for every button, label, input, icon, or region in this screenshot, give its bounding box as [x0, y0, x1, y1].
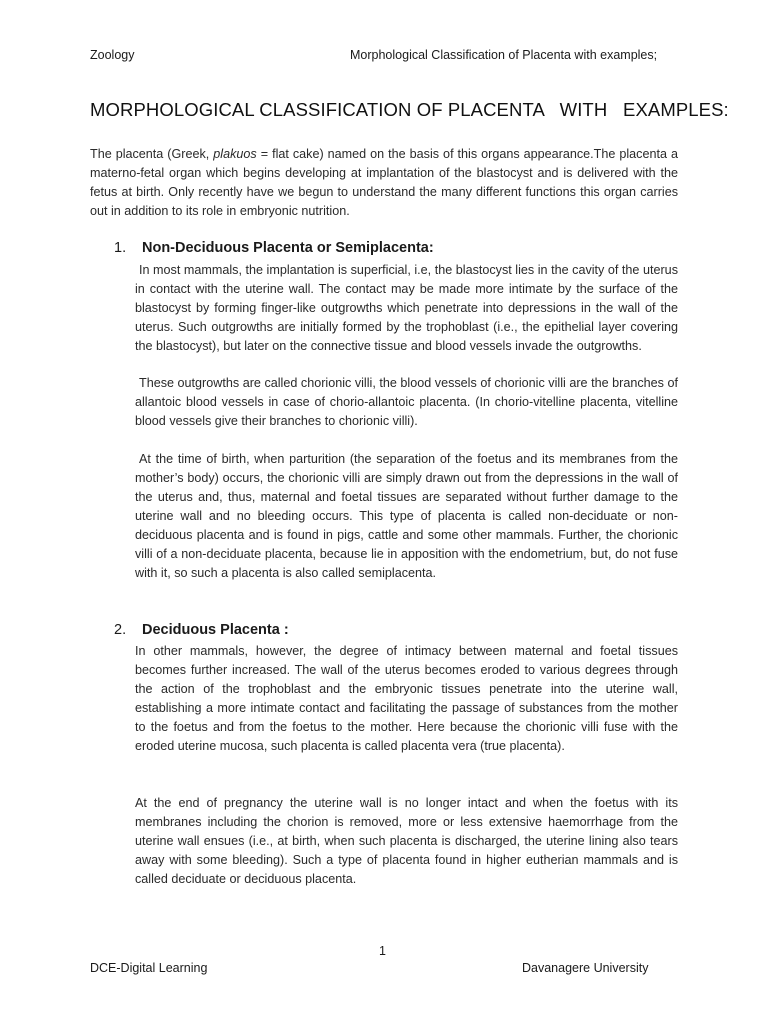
intro-paragraph — [90, 145, 678, 221]
section-2-paragraph-1: In other mammals, however, the degree of intimacy between maternal and foetal tissues becomes further increased. The wall of the uterus becomes eroded to various degrees through the action of the trophoblast and the embryonic tissues penetrate into the uterine wall, establishing a more intimate contact and facilitating the passage of substances from the mother to the foetus and from the foetus to the mother. Here because the chorionic villi fuse with the eroded uterine mucosa, such placenta is called placenta vera (true placenta). — [135, 644, 678, 753]
section-1-paragraph-3: At the time of birth, when parturition (the separation of the foetus and its membranes from the mother’s body) occurs, the chorionic villi are simply drawn out from the depressions in the wall of the uterus and, thus, maternal and foetal tissues are separated without further damage to the uterine wall and no bleeding occurs. This type of placenta is called non-deciduate or non- deciduous placenta and is found in pigs, cattle and some other mammals. Further, the chorionic villi of a non-deciduate placenta, because lie in apposition with the endometrium, but, do not fuse with it, so such a placenta is also called semiplacenta. — [135, 452, 678, 580]
section-2-paragraph-2: At the end of pregnancy the uterine wall is no longer intact and when the foetus with its membranes including the chorion is removed, more or less extensive haemorrhage from the uterine wall ensues (i.e., at birth, when such placenta is discharged, the uterine lining also tears away with some bleeding). Such a type of placenta found in higher eutherian mammals and is called deciduate or deciduous placenta. — [135, 796, 678, 886]
section-2-title: Deciduous Placenta : — [142, 622, 289, 638]
intro-text-rest: = flat cake) named on the basis of this organs appearance.The placenta a materno-fetal organ which begins developing at implantation of the blastocyst and is delivered with the fetus at birth. Only recently have we begun to understand the many different functions this organ carries out in addition to its role in embryonic nutrition. — [90, 147, 678, 218]
section-2-heading — [114, 622, 289, 638]
section-1-heading — [114, 240, 434, 256]
page-title: MORPHOLOGICAL CLASSIFICATION OF PLACENTA WITH EXAMPLES: — [90, 99, 729, 120]
section-1-paragraph-1: In most mammals, the implantation is superficial, i.e, the blastocyst lies in the cavity of the uterus in contact with the uterine wall. The contact may be made more intimate by the surface of the blastocyst by forming finger-like outgrowths which penetrate into depressions in the wall of the uterus. Such outgrowths are initially formed by the trophoblast (i.e., the epithelial layer covering the blastocyst), but later on the connective tissue and blood vessels invade the outgrowths. — [135, 263, 678, 353]
footer-left: DCE-Digital Learning — [90, 961, 208, 975]
section-1-number: 1. — [114, 240, 127, 256]
page-number: 1 — [379, 944, 386, 958]
intro-text-start: The placenta (Greek, — [90, 147, 214, 161]
section-1-paragraph-2: These outgrowths are called chorionic villi, the blood vessels of chorionic villi are the branches of allantoic blood vessels in case of chorio-allantoic placenta. (In chorio-vitelline placenta, vitelline blood vessels give their branches to chorionic villi). — [135, 376, 678, 428]
header-topic: Morphological Classification of Placenta with examples; — [350, 48, 658, 62]
header-subject: Zoology — [90, 48, 135, 62]
section-1-title: Non-Deciduous Placenta or Semiplacenta: — [142, 240, 434, 256]
section-2-number: 2. — [114, 622, 127, 638]
footer-right: Davanagere University — [522, 961, 649, 975]
intro-italic-term: plakuos — [213, 147, 257, 161]
